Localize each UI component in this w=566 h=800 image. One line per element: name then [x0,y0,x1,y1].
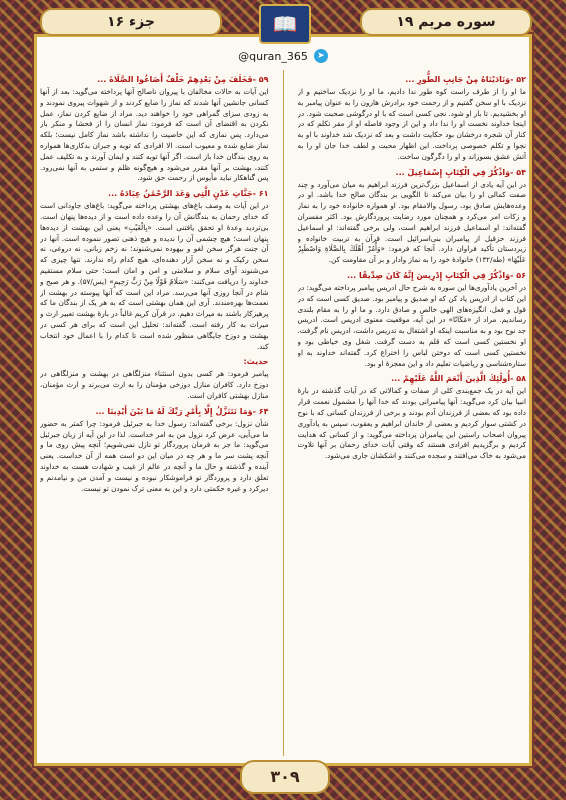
ayah-heading: ۵۶ -وَاذْكُرْ فِي الْكِتَابِ إِدْرِيسَ إِنَّهُ كَانَ صِدِّيقًا ... [347,270,526,280]
juz-label: جزء ۱۶ [40,8,222,36]
tafsir-paragraph: در این آیات به وصف باغ‌های بهشتی پرداخته می‌گوید: باغ‌های جاودانی است که خدای رحمان به بندگانش آن را وعده داده است و از دیده‌ها پنهان است. بی‌تردید وعدهٔ او تحقق یافتنی است. «بِالْغَيْبِ» یعنی این بهشت از دیده‌ها پنهان است؛ هیچ چشمی آن را ندیده و هیچ ذهنی تصور ننموده است. آنها در آن جنت هرگز سخن لغو و بیهوده نمی‌شنوند؛ نه زخم زبانی، نه دروغی، نه سخن رکیک و نه سخن آزار دهنده‌ای، هیچ کدام راه ندارند. تنها چیزی که می‌شنوند آوای سلام و سلامتی و امن و امان است؛ حتی سلام مستقیم خداوند را دریافت می‌کنند: «سَلَامٌ قَوْلًا مِنْ رَبٍّ رَحِيمٍ» (یس/۵۷). و هر صبح و شام در آنجا روزی آنها می‌رسد. مراد این است که آنها پیوسته در بهشت از نعمت‌ها بهره‌مندند. آری این همان بهشتی است که به هر یک از بندگان ما که پرهیزکار باشند به میراث دهیم. در قرآن کریم غالباً در بارهٔ بهشت تعبیر ارث و میراث به کار رفته است. گفته‌اند: تحلیل این است که برای هر کسی در بهشت و دوزخ جایگاهی منظور شده است تا کدام را با اعمال خود انتخاب کند. [40,201,269,351]
section [40,74,269,184]
tafsir-paragraph: این آیه در یک جمع‌بندی کلی از صفات و کمالاتی که در آیات گذشته در بارهٔ انبیا بیان کرد می‌گوید: آنها پیامبرانی بودند که خدا آنها را مشمول نعمت قرار داده بود که بعضی از فرزندان آدم بودند و برخی از فرزندان کسانی که با نوح در کشتی سوار کردیم و بعضی از خاندان ابراهیم و یعقوب، سپس به یادآوری پیروان اصحاب راستین این پیامبران پرداخته می‌گوید: و از کسانی که هدایت کردیم و برگزیدیم افرادی هستند که وقتی آیات خدای رحمان بر آنها تلاوت می‌شود به خاک می‌افتند و سجده می‌کنند و اشکشان جاری می‌شود. [297,386,526,461]
section [40,188,269,352]
column-divider [283,70,284,756]
tafsir-paragraph: در آخرین یادآوری‌ها این سوره به شرح حال ادریس پیامبر پرداخته می‌گوید: در این کتاب از ادریس یاد کن که او صدیق و پیامبر بود. صدیق کسی است که در قول و فعل، انگیزه‌های الهی خالص و صادق دارد. و ما او را به مقام بلندی رساندیم. مراد از «مَكَانًا» در این آیه، موقعیت معنوی ادریس است. ادریس جد نوح بود و به مناسبت اینکه او اشتغال به تدریس داشت، ادریس نام گرفت. او نخستین کسی است که قلم به دست گرفت. شغل وی خیاطی بود و نخستین کسی است که دوختن لباس را اختراع کرد. گفته‌اند خداوند به او ستاره‌شناسی و ریاضیات تعلیم داد و این معجزهٔ او بود. [297,282,526,368]
ayah-heading: ۵۸ -أُولَٰئِكَ الَّذِينَ أَنْعَمَ اللَّهُ عَلَيْهِمْ ... [391,374,526,384]
left-column [40,70,269,756]
page-header [0,0,566,46]
section [40,356,269,401]
section [298,373,527,462]
tafsir-content [40,70,526,756]
surah-label: سوره مریم ۱۹ [360,8,532,36]
ayah-heading: ۶۴ -وَمَا نَتَنَزَّلُ إِلَّا بِأَمْرِ رَبِّكَ لَهُ مَا بَيْنَ أَيْدِينَا ... [95,406,269,416]
section [298,167,527,266]
tafsir-paragraph: پیامبر فرمود: هر کسی بدون استثناء منزلگاهی در بهشت و منزلگاهی در دوزخ دارد. کافران منازل دوزخی مؤمنان را به ارث می‌برند و ارث مؤمنان، منازل بهشتی کافران است. [40,369,269,400]
ayah-heading: حدیث: [243,357,269,367]
telegram-icon: ➤ [314,49,328,63]
section [298,74,527,163]
section [40,406,269,495]
section [298,270,527,369]
ayah-heading: ۵۹ -فَخَلَفَ مِنْ بَعْدِهِمْ خَلْفٌ أَضَاعُوا الصَّلَاةَ ... [97,75,269,84]
ayah-heading: ۵۲ -وَنَادَيْنَاهُ مِنْ جَانِبِ الطُّورِ ... [405,75,526,84]
tafsir-paragraph: در این آیه یادی از اسماعیل بزرگ‌ترین فرزند ابراهیم به میان می‌آورد و چند صفت کمالی او را بیان می‌کند تا الگویی بر بندگان صالح خدا باشد. او در وعده‌هایش صادق بود، رسول والامقام بود. او همواره خانواده خود را به نماز و زکات امر می‌کرد و همچنان مورد رضایت پروردگارش بود. اکثر مفسران گفته‌اند: او اسماعیل فرزند ابراهیم است، ولی برخی گفته‌اند: او اسماعیل فرزند حزقیل از پیامبران بنی‌اسرائیل است. قرآن به تربیت خانواده و زیردستان تأکید فراوان دارد. آنجا که فرمود: «وَأْمُرْ أَهْلَكَ بِالصَّلَاةِ وَاصْطَبِرْ عَلَيْهَا» (طه/۱۳۲) خانوادهٔ خود را به نماز وادار و بر آن مقاومت کن. [297,179,526,265]
page-number: ۳۰۹ [240,760,330,794]
right-column [298,70,527,756]
tafsir-paragraph: شأن نزول: برخی گفته‌اند: رسول خدا به جبرئیل فرمود: چرا کمتر به حضور ما می‌آیی، عرض کرد نزول من به امر خداست. لذا در این آیه از زبان جبرئیل می‌گوید: ما جز به فرمان پروردگار تو نازل نمی‌شویم؛ آنچه پیش روی ما و آنچه پشت سر ما و هر چه در میان این دو است همه از آن خداست. یعنی آینده و گذشته و حال ما و آنچه در عالم از غیب و شهادت هست به خداوند تعلق دارد و پروردگار تو فراموشکار نبوده و نیست و آمدن من و نیامدنم و دیرکرد و غیره حکمتی دارد و این به معنی ترک نمودن تو نیست. [40,418,269,493]
ayah-heading: ۶۱ -جَنَّاتِ عَدْنٍ الَّتِي وَعَدَ الرَّحْمَٰنُ عِبَادَهُ ... [108,189,269,199]
ayah-heading: ۵۴ -وَاذْكُرْ فِي الْكِتَابِ إِسْمَاعِيلَ ... [395,167,526,177]
handle-text[interactable]: @quran_365 [238,49,308,63]
tafsir-paragraph: این آیات به حالات مخالفان با پیروان ناصالح آنها پرداخته می‌گوید: بعد از آنها کسانی جانشین آنها شدند که نماز را ضایع کردند و از شهوات پیروی نمودند و به زودی سزای گمراهی خود را خواهند دید. مراد از ضایع کردن نماز، عمل نکردن به اقتضای آن است که فرمود: نماز انسان را از فحشا و منکر باز می‌دارد. پس نمازی که این خاصیت را نداشته باشد نماز کامل نیست؛ بلکه نماز ضایع شده و معیوب است. الا افرادی که توبه و جبران بدکاری‌ها همواره به روی بندگان خدا باز است. اگر آنها توبه کنند و ایمان آورند و به تکلیف عمل کنند، بهشت بر آنها مقرر می‌شود و هیچ‌گونه ظلم و ستمی به آنها نمی‌رود. پس گناهکار نباید مأیوس از رحمت حق شود. [40,87,269,183]
channel-handle [40,46,526,66]
tafsir-paragraph: ما او را از طرف راست کوه طور ندا دادیم، ما او را نزدیک ساختیم و از نزدیک با او سخن گفتیم و از رحمت خود برادرش هارون را به عنوان پیامبر به او بخشیدیم. تا بار او شود. نجی کسی است که با او درگوشی صحبت شود. در اینجا خداوند نخست او را ندا داد و این از وجود فاصله او از مقر تکلم که در کنار آن شجره درخشان بود حکایت داشت و بعد که نزدیک شد خداوند با او به نجوا و تکلم خصوصی پرداخت. این اظهار محبت و لطف خدا جان او را به آتش عشق بسوزاند و او را دگرگون ساخت. [297,87,526,161]
book-emblem-icon: 📖 [259,4,311,44]
